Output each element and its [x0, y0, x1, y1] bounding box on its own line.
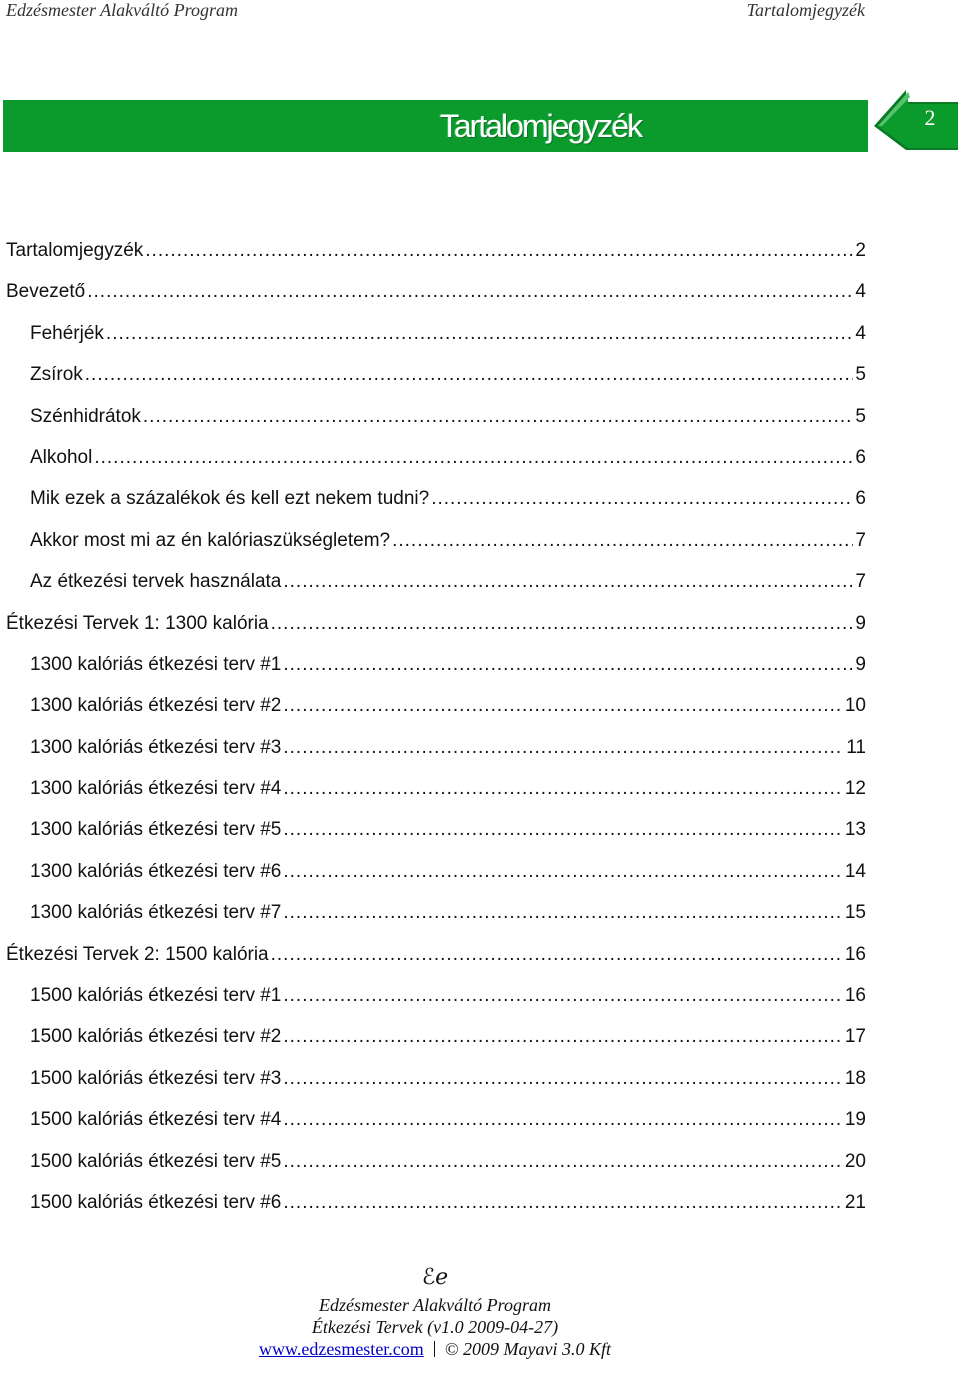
toc-entry[interactable]	[6, 1182, 866, 1223]
toc-entry[interactable]	[6, 1141, 866, 1182]
toc-dot-leader	[271, 603, 854, 644]
toc-entry-page: 19	[844, 1109, 866, 1131]
toc-entry-page: 13	[844, 819, 866, 841]
toc-entry-page: 12	[844, 778, 866, 800]
toc-entry-page: 6	[855, 446, 866, 468]
toc-entry-label: 1500 kalóriás étkezési terv #4	[30, 1109, 282, 1131]
toc-dot-leader	[106, 313, 854, 354]
toc-entry-label: Bevezető	[6, 281, 86, 303]
toc-entry-page: 2	[855, 240, 866, 261]
toc-entry[interactable]	[6, 520, 866, 561]
toc-entry-page: 4	[855, 281, 866, 303]
footer-links	[0, 1338, 870, 1360]
page-title: Tartalomjegyzék	[439, 107, 642, 144]
running-header-left: Edzésmester Alakváltó Program	[6, 0, 238, 20]
toc-entry-label: Szénhidrátok	[30, 405, 141, 427]
page-number-tab	[872, 88, 958, 152]
toc-dot-leader	[283, 644, 853, 685]
toc-entry-label: 1300 kalóriás étkezési terv #7	[30, 902, 282, 924]
toc-entry-label: 1500 kalóriás étkezési terv #1	[30, 985, 282, 1007]
toc-entry[interactable]	[6, 1058, 866, 1099]
toc-entry-page: 16	[844, 943, 866, 965]
toc-entry[interactable]	[6, 809, 866, 850]
toc-entry-page: 10	[844, 695, 866, 717]
toc-entry[interactable]	[6, 934, 866, 975]
toc-entry-page: 18	[844, 1067, 866, 1089]
toc-entry-page: 9	[855, 653, 866, 675]
toc-dot-leader	[85, 354, 854, 395]
toc-entry-label: Alkohol	[30, 446, 93, 468]
toc-entry[interactable]	[6, 271, 866, 312]
toc-entry-page: 15	[844, 902, 866, 924]
toc-dot-leader	[283, 1016, 842, 1057]
toc-dot-leader	[283, 809, 842, 850]
toc-entry[interactable]	[6, 603, 866, 644]
toc-entry-page: 11	[846, 736, 866, 758]
toc-dot-leader	[283, 851, 842, 892]
toc-entry-label: Étkezési Tervek 1: 1300 kalória	[6, 612, 269, 634]
page-number: 2	[924, 105, 936, 130]
toc-entry[interactable]	[6, 975, 866, 1016]
toc-entry[interactable]	[6, 313, 866, 354]
footer	[0, 1264, 870, 1360]
toc-dot-leader	[283, 975, 842, 1016]
toc-entry-label: 1300 kalóriás étkezési terv #3	[30, 736, 282, 758]
toc-entry-label: 1300 kalóriás étkezési terv #5	[30, 819, 282, 841]
toc-entry[interactable]	[6, 768, 866, 809]
toc-dot-leader	[392, 520, 853, 561]
toc-entry[interactable]	[6, 396, 866, 437]
toc-entry-label: Tartalomjegyzék	[6, 240, 144, 261]
toc-entry-label: Az étkezési tervek használata	[30, 571, 282, 593]
toc-entry-label: 1500 kalóriás étkezési terv #6	[30, 1191, 282, 1213]
toc-entry-label: 1500 kalóriás étkezési terv #5	[30, 1150, 282, 1172]
toc-dot-leader	[283, 892, 842, 933]
toc-entry[interactable]	[6, 230, 866, 271]
toc-entry[interactable]	[6, 1016, 866, 1057]
toc-entry-page: 7	[855, 571, 866, 593]
toc-entry[interactable]	[6, 354, 866, 395]
toc-entry[interactable]	[6, 561, 866, 602]
toc-entry[interactable]	[6, 437, 866, 478]
copyright-text: © 2009 Mayavi 3.0 Kft	[444, 1339, 611, 1359]
footer-document-version: Étkezési Tervek (v1.0 2009-04-27)	[311, 1317, 559, 1337]
toc-entry-label: Zsírok	[30, 364, 83, 386]
ornament-icon: ℰℯ	[421, 1264, 449, 1289]
toc-entry-page: 9	[855, 612, 866, 634]
toc-dot-leader	[283, 1058, 842, 1099]
toc-entry-label: 1300 kalóriás étkezési terv #6	[30, 860, 282, 882]
toc-dot-leader	[431, 478, 853, 519]
toc-entry-page: 17	[844, 1026, 866, 1048]
toc-entry[interactable]	[6, 892, 866, 933]
toc-entry-page: 6	[855, 488, 866, 510]
running-header	[6, 0, 865, 22]
toc-entry-label: Fehérjék	[30, 322, 104, 344]
toc-entry-page: 14	[844, 860, 866, 882]
toc-entry[interactable]	[6, 851, 866, 892]
toc-entry-label: 1500 kalóriás étkezési terv #3	[30, 1067, 282, 1089]
footer-separator	[434, 1341, 435, 1357]
toc-dot-leader	[283, 768, 842, 809]
toc-dot-leader	[283, 727, 844, 768]
toc-dot-leader	[143, 396, 854, 437]
toc-entry-page: 5	[855, 364, 866, 386]
toc-entry[interactable]	[6, 478, 866, 519]
toc-dot-leader	[283, 1099, 842, 1140]
toc-entry-page: 21	[844, 1191, 866, 1213]
running-header-right: Tartalomjegyzék	[746, 0, 865, 20]
toc-entry-page: 5	[855, 405, 866, 427]
toc-entry-page: 20	[844, 1150, 866, 1172]
footer-program-name: Edzésmester Alakváltó Program	[319, 1295, 551, 1315]
toc-entry-label: 1500 kalóriás étkezési terv #2	[30, 1026, 282, 1048]
toc-entry-label: Étkezési Tervek 2: 1500 kalória	[6, 943, 269, 965]
toc-entry[interactable]	[6, 1099, 866, 1140]
toc-dot-leader	[145, 230, 853, 271]
website-link[interactable]: www.edzesmester.com	[259, 1339, 424, 1359]
toc-dot-leader	[283, 1141, 842, 1182]
toc-entry[interactable]	[6, 644, 866, 685]
toc-dot-leader	[283, 685, 842, 726]
toc-entry-page: 16	[844, 985, 866, 1007]
toc-dot-leader	[283, 561, 853, 602]
toc-entry[interactable]	[6, 727, 866, 768]
title-bar	[3, 100, 868, 152]
toc-dot-leader	[271, 934, 843, 975]
toc-entry-label: Akkor most mi az én kalóriaszükségletem?	[30, 529, 391, 551]
toc-dot-leader	[87, 271, 853, 312]
toc-entry-label: Mik ezek a százalékok és kell ezt nekem tudni?	[30, 488, 430, 510]
toc-entry-page: 4	[855, 322, 866, 344]
toc-dot-leader	[283, 1182, 842, 1223]
toc-entry-label: 1300 kalóriás étkezési terv #2	[30, 695, 282, 717]
toc-dot-leader	[94, 437, 853, 478]
toc-entry-page: 7	[855, 529, 866, 551]
toc-entry[interactable]	[6, 685, 866, 726]
table-of-contents	[6, 230, 866, 1223]
toc-entry-label: 1300 kalóriás étkezési terv #4	[30, 778, 282, 800]
toc-entry-label: 1300 kalóriás étkezési terv #1	[30, 653, 282, 675]
